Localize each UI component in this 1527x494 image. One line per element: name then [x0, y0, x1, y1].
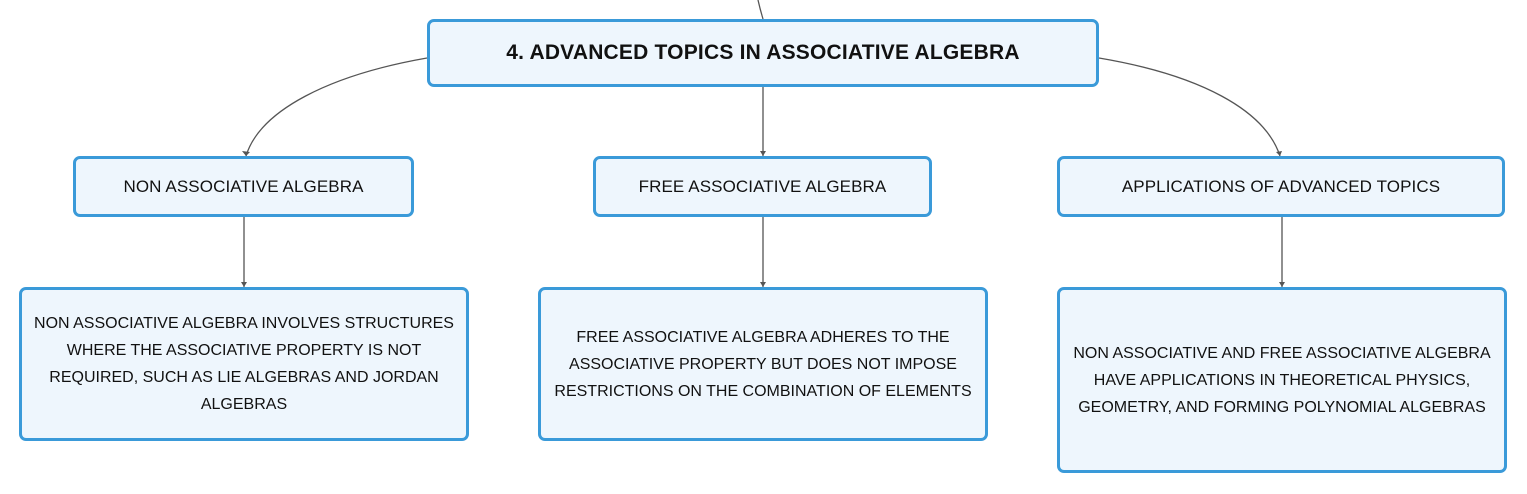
root-topic-node[interactable] [427, 19, 1099, 87]
connector-root-to-non-associative [246, 58, 427, 156]
subtopic-applications-of-advanced-topics[interactable] [1057, 156, 1505, 217]
subtopic-label: FREE ASSOCIATIVE ALGEBRA [638, 176, 887, 196]
detail-text: NON ASSOCIATIVE AND FREE ASSOCIATIVE ALGEBRA HAVE APPLICATIONS IN THEORETICAL PHYSICS, GEOMETRY, AND FORMING POLYNOMIAL ALGEBRAS [1073, 344, 1491, 416]
detail-applications-of-advanced-topics[interactable] [1057, 287, 1507, 473]
detail-non-associative-algebra[interactable] [19, 287, 469, 441]
connector-parent-to-root [758, 0, 763, 19]
detail-free-associative-algebra[interactable] [538, 287, 988, 441]
subtopic-label: APPLICATIONS OF ADVANCED TOPICS [1121, 176, 1441, 196]
root-topic-label: 4. ADVANCED TOPICS IN ASSOCIATIVE ALGEBRA [506, 41, 1020, 64]
detail-text: FREE ASSOCIATIVE ALGEBRA ADHERES TO THE ASSOCIATIVE PROPERTY BUT DOES NOT IMPOSE RESTRICTIONS ON THE COMBINATION OF ELEMENTS [554, 328, 972, 400]
subtopic-free-associative-algebra[interactable] [593, 156, 932, 217]
connector-root-to-applications [1099, 58, 1280, 156]
subtopic-non-associative-algebra[interactable] [73, 156, 414, 217]
subtopic-label: NON ASSOCIATIVE ALGEBRA [123, 176, 364, 196]
detail-text: NON ASSOCIATIVE ALGEBRA INVOLVES STRUCTURES WHERE THE ASSOCIATIVE PROPERTY IS NOT REQUIRED, SUCH AS LIE ALGEBRAS AND JORDAN ALGEBRAS [34, 315, 454, 413]
